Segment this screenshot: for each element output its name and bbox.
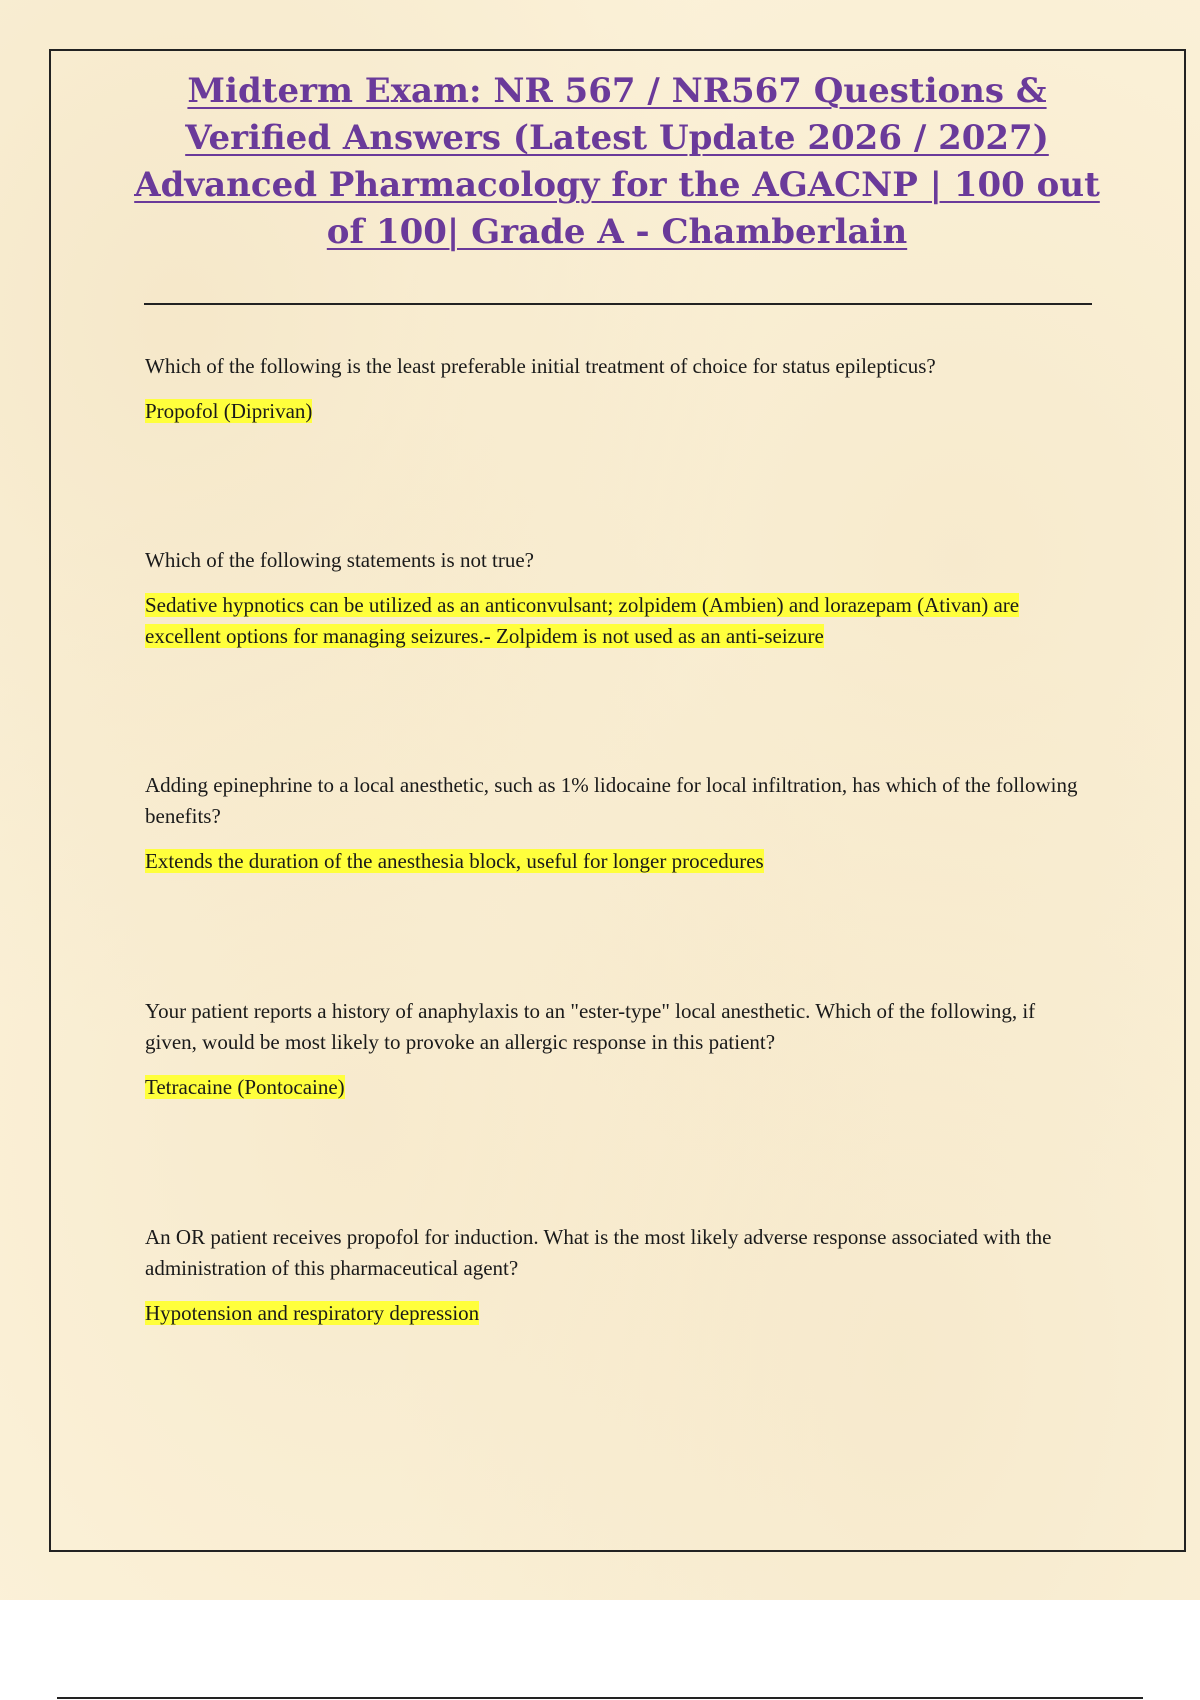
answer-text <box>145 590 1090 652</box>
answer-text <box>145 1072 1090 1103</box>
footer-divider <box>57 1697 1143 1699</box>
answer-highlight: Sedative hypnotics can be utilized as an anticonvulsant; zolpidem (Ambien) and lorazepam (Ativan) are excellent options for managing seizures.- Zolpidem is not used as an anti-seizure <box>145 593 1020 648</box>
qa-item <box>145 351 1090 427</box>
qa-item <box>145 545 1090 652</box>
answer-text <box>145 846 1090 877</box>
title-divider <box>144 303 1092 305</box>
question-text: Which of the following is the least preferable initial treatment of choice for status epilepticus? <box>145 354 936 378</box>
answer-highlight: Hypotension and respiratory depression <box>145 1301 480 1325</box>
answer-highlight: Extends the duration of the anesthesia block, useful for longer procedures <box>145 849 764 873</box>
question-text: An OR patient receives propofol for induction. What is the most likely adverse response associated with the administration of this pharmaceutical agent? <box>145 1225 1052 1280</box>
qa-item <box>145 1222 1090 1329</box>
document-title: Midterm Exam: NR 567 / NR567 Questions & Verified Answers (Latest Update 2026 / 2027) Advanced Pharmacology for the AGACNP | 100 out of 100| Grade A - Chamberlain <box>134 71 1100 252</box>
answer-text <box>145 1298 1090 1329</box>
answer-text <box>145 396 1090 427</box>
question-text: Adding epinephrine to a local anesthetic, such as 1% lidocaine for local infiltration, has which of the following benefits? <box>145 773 1078 828</box>
answer-highlight: Propofol (Diprivan) <box>145 399 313 423</box>
question-text: Which of the following statements is not true? <box>145 548 534 572</box>
question-text: Your patient reports a history of anaphylaxis to an "ester-type" local anesthetic. Which of the following, if given, would be most likely to provoke an allergic response in this patient? <box>145 999 1036 1054</box>
answer-highlight: Tetracaine (Pontocaine) <box>145 1075 345 1099</box>
qa-item <box>145 770 1090 877</box>
qa-item <box>145 996 1090 1103</box>
